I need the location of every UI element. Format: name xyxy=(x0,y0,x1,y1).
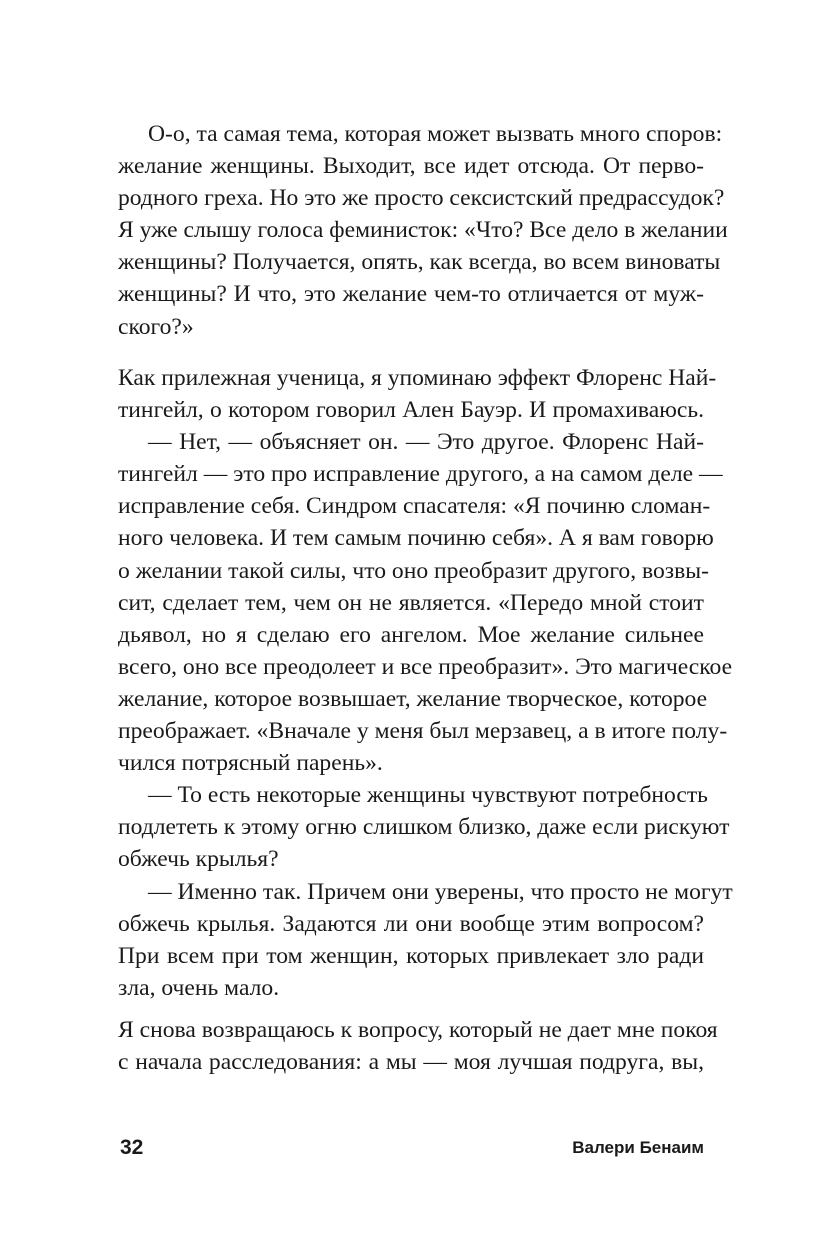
text-line: Как прилежная ученица, я упоминаю эффект Флоренс Най- xyxy=(118,365,717,391)
text-line: — Именно так. Причем они уверены, что просто не могут xyxy=(148,878,733,905)
paragraph-3 xyxy=(118,1014,718,1078)
text-line: желание, которое возвышает, желание творческое, которое xyxy=(118,685,708,712)
text-line: ного человека. И тем самым починю себя». А я вам говорю xyxy=(118,525,714,552)
text-line: ского?» xyxy=(118,313,194,340)
text-line: — То есть некоторые женщины чувствуют потребность xyxy=(148,782,708,809)
text-line: исправление себя. Синдром спасателя: «Я починю сломан- xyxy=(118,493,711,520)
text-line: о желании такой силы, что оно преобразит другого, возвы- xyxy=(118,557,709,584)
paragraph-1 xyxy=(118,118,728,343)
text-line: подлететь к этому огню слишком близко, даже если рискуют xyxy=(118,814,730,841)
page-footer xyxy=(118,1133,704,1163)
text-line: родного греха. Но это же просто сексистский предрассудок? xyxy=(118,185,725,212)
text-line: дьявол, но я сделаю его ангелом. Мое желание сильнее xyxy=(118,621,704,648)
text-line: с начала расследования: а мы — моя лучшая подруга, вы, xyxy=(118,1049,704,1076)
text-line: сит, сделает тем, чем он не является. «Передо мной стоит xyxy=(118,589,704,616)
text-line: О-о, та самая тема, которая может вызвать много споров: xyxy=(148,121,723,147)
paragraph-2 xyxy=(118,362,733,1004)
text-line: обжечь крылья. Задаются ли они вообще этим вопросом? xyxy=(118,910,704,937)
text-line: желание женщины. Выходит, все идет отсюда. От перво- xyxy=(118,153,704,180)
text-line: чился потрясный парень». xyxy=(118,750,383,777)
text-line: Я уже слышу голоса феминисток: «Что? Все дело в желании xyxy=(118,217,728,244)
text-line: преображает. «Вначале у меня был мерзавец, а в итоге полу- xyxy=(118,718,728,745)
text-line: зла, очень мало. xyxy=(118,974,280,1001)
text-line: обжечь крылья? xyxy=(118,846,279,873)
text-line: всего, оно все преодолеет и все преобразит». Это магическое xyxy=(118,653,733,680)
text-line: женщины? Получается, опять, как всегда, во всем виноваты xyxy=(118,249,721,276)
page-number: 32 xyxy=(120,1136,144,1159)
text-line: тингейл, о котором говорил Ален Бауэр. И промахиваюсь. xyxy=(118,397,704,424)
text-line: При всем при том женщин, которых привлекает зло ради xyxy=(118,942,704,969)
text-line: — Нет, — объясняет он. — Это другое. Флоренс Най- xyxy=(148,429,704,456)
text-line: тингейл — это про исправление другого, а на самом деле — xyxy=(118,461,723,488)
running-footer-author: Валери Бенаим xyxy=(572,1138,704,1157)
text-line: женщины? И что, это желание чем-то отличается от муж- xyxy=(118,281,704,308)
text-line: Я снова возвращаюсь к вопросу, который не дает мне покоя xyxy=(118,1017,718,1043)
